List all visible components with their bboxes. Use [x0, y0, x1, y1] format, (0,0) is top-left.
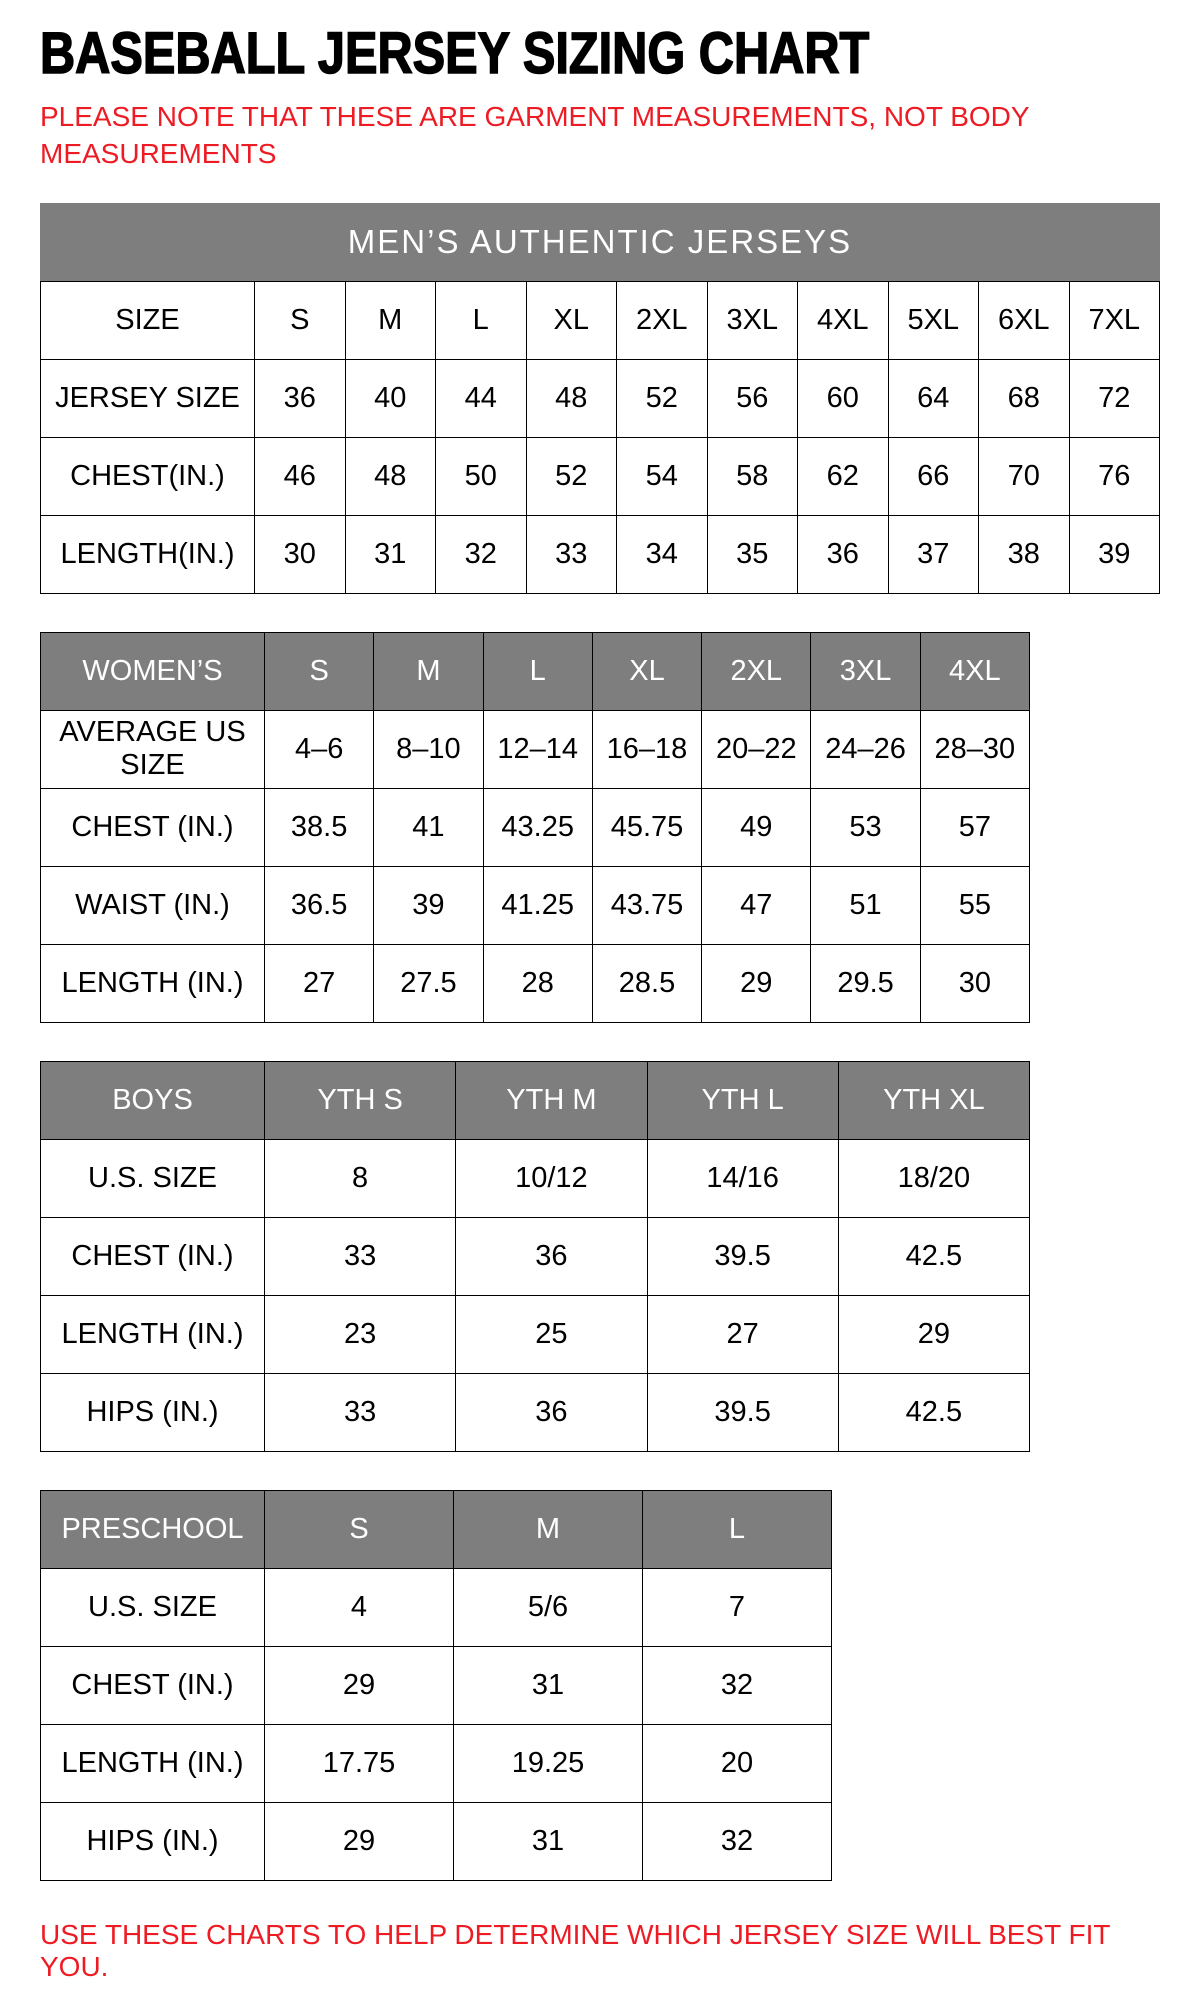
table-cell: 31 — [454, 1646, 643, 1724]
table-header-cell: 3XL — [707, 281, 798, 359]
table-header-cell: YTH L — [647, 1061, 838, 1139]
table-cell: 28–30 — [920, 710, 1029, 788]
table-cell: 42.5 — [838, 1217, 1029, 1295]
table-row — [41, 1295, 1030, 1373]
table-cell: 28.5 — [592, 944, 701, 1022]
table-cell: 31 — [454, 1802, 643, 1880]
row-label: LENGTH(IN.) — [41, 515, 255, 593]
table-cell: 52 — [617, 359, 708, 437]
table-cell: 16–18 — [592, 710, 701, 788]
table-row — [41, 944, 1030, 1022]
table-header-cell: S — [265, 1490, 454, 1568]
table-row — [41, 710, 1030, 788]
table-cell: 36 — [456, 1373, 647, 1451]
table-header-cell: M — [345, 281, 436, 359]
table-cell: 10/12 — [456, 1139, 647, 1217]
table-cell: 57 — [920, 788, 1029, 866]
table-header-cell: M — [374, 632, 483, 710]
table-cell: 23 — [265, 1295, 456, 1373]
table-cell: 36 — [798, 515, 889, 593]
table-cell: 54 — [617, 437, 708, 515]
row-label: CHEST(IN.) — [41, 437, 255, 515]
table-cell: 36.5 — [265, 866, 374, 944]
table-row — [41, 1568, 832, 1646]
table-cell: 32 — [436, 515, 527, 593]
table-cell: 30 — [920, 944, 1029, 1022]
table-cell: 66 — [888, 437, 979, 515]
table-row — [41, 1373, 1030, 1451]
table-header-cell: XL — [592, 632, 701, 710]
table-cell: 39.5 — [647, 1217, 838, 1295]
table-cell: 60 — [798, 359, 889, 437]
table-cell: 64 — [888, 359, 979, 437]
table-header-cell: WOMEN’S — [41, 632, 265, 710]
table-cell: 39 — [374, 866, 483, 944]
table-header-cell: 4XL — [798, 281, 889, 359]
table-cell: 35 — [707, 515, 798, 593]
table-cell: 27 — [647, 1295, 838, 1373]
table-cell: 48 — [526, 359, 617, 437]
table-cell: 43.25 — [483, 788, 592, 866]
row-label: CHEST (IN.) — [41, 1646, 265, 1724]
table-header-cell: BOYS — [41, 1061, 265, 1139]
table-cell: 37 — [888, 515, 979, 593]
table-cell: 24–26 — [811, 710, 920, 788]
table-row — [41, 788, 1030, 866]
table-header-cell: PRESCHOOL — [41, 1490, 265, 1568]
table-cell: 51 — [811, 866, 920, 944]
table-row — [41, 1061, 1030, 1139]
table-cell: 17.75 — [265, 1724, 454, 1802]
table-cell: 30 — [255, 515, 346, 593]
table-header-cell: 2XL — [617, 281, 708, 359]
table-cell: 46 — [255, 437, 346, 515]
table-cell: 49 — [702, 788, 811, 866]
table-cell: 31 — [345, 515, 436, 593]
table-cell: 29 — [265, 1646, 454, 1724]
table-header-cell: YTH M — [456, 1061, 647, 1139]
table-cell: 14/16 — [647, 1139, 838, 1217]
table-header-cell: M — [454, 1490, 643, 1568]
table-row — [41, 1490, 832, 1568]
table-cell: 48 — [345, 437, 436, 515]
table-cell: 76 — [1069, 437, 1160, 515]
table-row — [41, 1802, 832, 1880]
table-cell: 29 — [838, 1295, 1029, 1373]
table-header-cell: 5XL — [888, 281, 979, 359]
table-header-cell: YTH S — [265, 1061, 456, 1139]
table-header-cell: 6XL — [979, 281, 1070, 359]
table-cell: 44 — [436, 359, 527, 437]
table-cell: 41 — [374, 788, 483, 866]
table-cell: 18/20 — [838, 1139, 1029, 1217]
row-label: LENGTH (IN.) — [41, 1295, 265, 1373]
table-cell: 53 — [811, 788, 920, 866]
table-header-cell: SIZE — [41, 281, 255, 359]
page-title: BASEBALL JERSEY SIZING CHART — [40, 21, 870, 86]
row-label: JERSEY SIZE — [41, 359, 255, 437]
table-cell: 43.75 — [592, 866, 701, 944]
boys-table-section — [40, 1061, 1160, 1452]
table-header-cell: L — [643, 1490, 832, 1568]
footer-note: USE THESE CHARTS TO HELP DETERMINE WHICH JERSEY SIZE WILL BEST FIT YOU. — [40, 1918, 1110, 1982]
table-cell: 29 — [265, 1802, 454, 1880]
table-row — [41, 515, 1160, 593]
table-cell: 20 — [643, 1724, 832, 1802]
table-row — [41, 281, 1160, 359]
table-cell: 5/6 — [454, 1568, 643, 1646]
table-header-cell: S — [265, 632, 374, 710]
table-cell: 4 — [265, 1568, 454, 1646]
table-header-cell: L — [483, 632, 592, 710]
table-cell: 36 — [255, 359, 346, 437]
table-header-cell: L — [436, 281, 527, 359]
table-cell: 29.5 — [811, 944, 920, 1022]
table-cell: 33 — [265, 1217, 456, 1295]
table-cell: 41.25 — [483, 866, 592, 944]
row-label: LENGTH (IN.) — [41, 1724, 265, 1802]
table-cell: 36 — [456, 1217, 647, 1295]
row-label: AVERAGE US SIZE — [41, 710, 265, 788]
row-label: HIPS (IN.) — [41, 1802, 265, 1880]
table-cell: 32 — [643, 1802, 832, 1880]
table-row — [41, 1139, 1030, 1217]
table-row — [41, 359, 1160, 437]
table-cell: 58 — [707, 437, 798, 515]
table-row — [41, 866, 1030, 944]
table-cell: 47 — [702, 866, 811, 944]
row-label: LENGTH (IN.) — [41, 944, 265, 1022]
table-header-cell: S — [255, 281, 346, 359]
table-cell: 40 — [345, 359, 436, 437]
row-label: HIPS (IN.) — [41, 1373, 265, 1451]
garment-measurement-note: PLEASE NOTE THAT THESE ARE GARMENT MEASUREMENTS, NOT BODY MEASUREMENTS — [40, 101, 1030, 169]
preschool-table — [40, 1490, 832, 1881]
table-row — [41, 1646, 832, 1724]
boys-table — [40, 1061, 1030, 1452]
table-cell: 29 — [702, 944, 811, 1022]
table-cell: 38.5 — [265, 788, 374, 866]
table-cell: 50 — [436, 437, 527, 515]
table-cell: 25 — [456, 1295, 647, 1373]
table-row — [41, 437, 1160, 515]
table-cell: 28 — [483, 944, 592, 1022]
table-cell: 4–6 — [265, 710, 374, 788]
table-cell: 27.5 — [374, 944, 483, 1022]
table-cell: 20–22 — [702, 710, 811, 788]
table-cell: 32 — [643, 1646, 832, 1724]
table-cell: 27 — [265, 944, 374, 1022]
table-cell: 33 — [526, 515, 617, 593]
table-cell: 38 — [979, 515, 1070, 593]
table-header-cell: 3XL — [811, 632, 920, 710]
row-label: U.S. SIZE — [41, 1139, 265, 1217]
table-row — [41, 1724, 832, 1802]
table-cell: 39 — [1069, 515, 1160, 593]
table-header-cell: 2XL — [702, 632, 811, 710]
table-header-cell: 4XL — [920, 632, 1029, 710]
womens-table-section — [40, 632, 1160, 1023]
table-cell: 62 — [798, 437, 889, 515]
table-cell: 72 — [1069, 359, 1160, 437]
preschool-table-section — [40, 1490, 1160, 1881]
table-cell: 39.5 — [647, 1373, 838, 1451]
row-label: WAIST (IN.) — [41, 866, 265, 944]
table-cell: 34 — [617, 515, 708, 593]
row-label: CHEST (IN.) — [41, 1217, 265, 1295]
table-row — [41, 632, 1030, 710]
womens-table — [40, 632, 1030, 1023]
row-label: U.S. SIZE — [41, 1568, 265, 1646]
table-cell: 45.75 — [592, 788, 701, 866]
mens-table — [40, 281, 1160, 594]
table-cell: 19.25 — [454, 1724, 643, 1802]
table-cell: 52 — [526, 437, 617, 515]
table-cell: 55 — [920, 866, 1029, 944]
table-cell: 33 — [265, 1373, 456, 1451]
table-cell: 68 — [979, 359, 1070, 437]
table-cell: 12–14 — [483, 710, 592, 788]
table-cell: 8 — [265, 1139, 456, 1217]
table-header-cell: 7XL — [1069, 281, 1160, 359]
table-cell: 8–10 — [374, 710, 483, 788]
table-row — [41, 1217, 1030, 1295]
table-cell: 7 — [643, 1568, 832, 1646]
mens-table-section — [40, 203, 1160, 594]
table-header-cell: YTH XL — [838, 1061, 1029, 1139]
table-header-cell: XL — [526, 281, 617, 359]
row-label: CHEST (IN.) — [41, 788, 265, 866]
mens-title-bar: MEN’S AUTHENTIC JERSEYS — [40, 203, 1160, 281]
table-cell: 42.5 — [838, 1373, 1029, 1451]
table-cell: 70 — [979, 437, 1070, 515]
table-cell: 56 — [707, 359, 798, 437]
